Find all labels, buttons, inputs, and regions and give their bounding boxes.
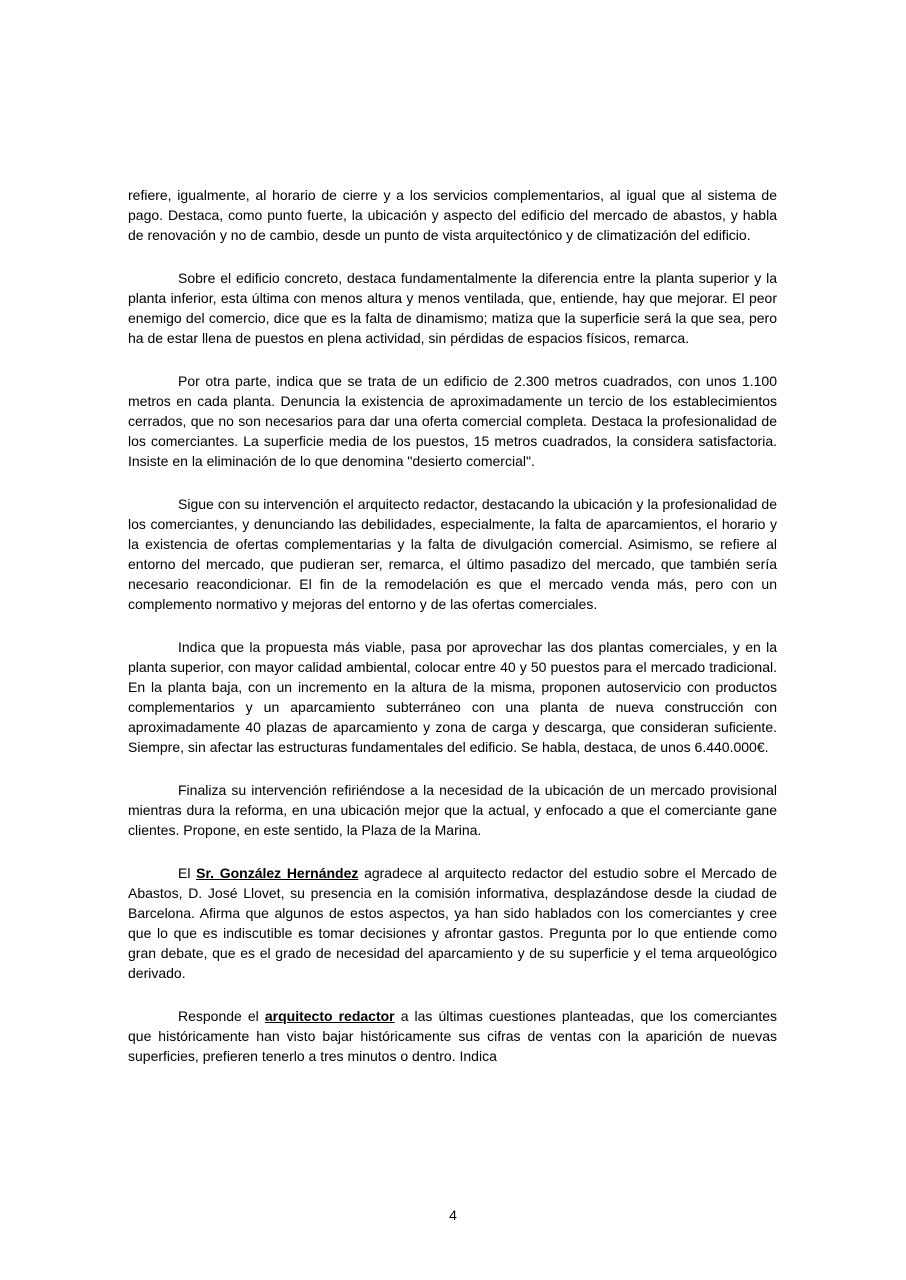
speaker-name: Sr. González Hernández [196,865,359,881]
text-run: refiere, igualmente, al horario de cierre y a los servicios complementarios, al igual que al sistema de pago. Destaca, como punto fuerte, la ubicación y aspecto del edificio del mercado de abastos, y habla de renovación y no de cambio, desde un punto de vista arquitectónico y de climatización del edificio. [128,187,777,243]
text-run: agradece al arquitecto redactor del estudio sobre el Mercado de Abastos, D. José Llovet, su presencia en la comisión informativa, desplazándose desde la ciudad de Barcelona. Afirma que algunos de estos aspectos, ya han sido hablados con los comerciantes y cree que lo que es indiscutible es tomar decisiones y afrontar gastos. Pregunta por lo que entiende como gran debate, que es el grado de necesidad del aparcamiento y de su superficie y el tema arqueológico derivado. [128,865,777,981]
text-run: Finaliza su intervención refiriéndose a la necesidad de la ubicación de un mercado provisional mientras dura la reforma, en una ubicación mejor que la actual, y enfocado a que el comerciante gane clientes. Propone, en este sentido, la Plaza de la Marina. [128,782,777,838]
paragraph [128,863,777,983]
paragraph [128,185,777,245]
speaker-name: arquitecto redactor [264,1008,395,1024]
paragraph [128,637,777,757]
text-run: Sobre el edificio concreto, destaca fundamentalmente la diferencia entre la planta superior y la planta inferior, esta última con menos altura y menos ventilada, que, entiende, hay que mejorar. El peor enemigo del comercio, dice que es la falta de dinamismo; matiza que la superficie será la que sea, pero ha de estar llena de puestos en plena actividad, sin pérdidas de espacios físicos, remarca. [128,270,777,346]
page-number: 4 [449,1207,457,1223]
document-body [128,185,777,1089]
paragraph [128,494,777,614]
paragraph [128,371,777,471]
paragraph [128,268,777,348]
text-run: Sigue con su intervención el arquitecto redactor, destacando la ubicación y la profesionalidad de los comerciantes, y denunciando las debilidades, especialmente, la falta de aparcamientos, el horario y la existencia de ofertas complementarias y la falta de divulgación comercial. Asimismo, se refiere al entorno del mercado, que pudieran ser, remarca, el último pasadizo del mercado, que también sería necesario reacondicionar. El fin de la remodelación es que el mercado venda más, pero con un complemento normativo y mejoras del entorno y de las ofertas comerciales. [128,496,777,612]
text-run: Responde el [178,1008,265,1024]
paragraph [128,780,777,840]
paragraph [128,1006,777,1066]
text-run: a las últimas cuestiones planteadas, que los comerciantes que históricamente han visto bajar históricamente sus cifras de ventas con la aparición de nuevas superficies, prefieren tenerlo a tres minutos o dentro. Indica [128,1008,777,1064]
text-run: El [178,865,197,881]
text-run: Indica que la propuesta más viable, pasa por aprovechar las dos plantas comerciales, y en la planta superior, con mayor calidad ambiental, colocar entre 40 y 50 puestos para el mercado tradicional. En la planta baja, con un incremento en la altura de la misma, proponen autoservicio con productos complementarios y un aparcamiento subterráneo con una planta de nueva construcción con aproximadamente 40 plazas de aparcamiento y zona de carga y descarga, que consideran suficiente. Siempre, sin afectar las estructuras fundamentales del edificio. Se habla, destaca, de unos 6.440.000€. [128,639,777,755]
text-run: Por otra parte, indica que se trata de un edificio de 2.300 metros cuadrados, con unos 1.100 metros en cada planta. Denuncia la existencia de aproximadamente un tercio de los establecimientos cerrados, que no son necesarios para dar una oferta comercial completa. Destaca la profesionalidad de los comerciantes. La superficie media de los puestos, 15 metros cuadrados, la considera satisfactoria. Insiste en la eliminación de lo que denomina "desierto comercial". [128,373,777,469]
